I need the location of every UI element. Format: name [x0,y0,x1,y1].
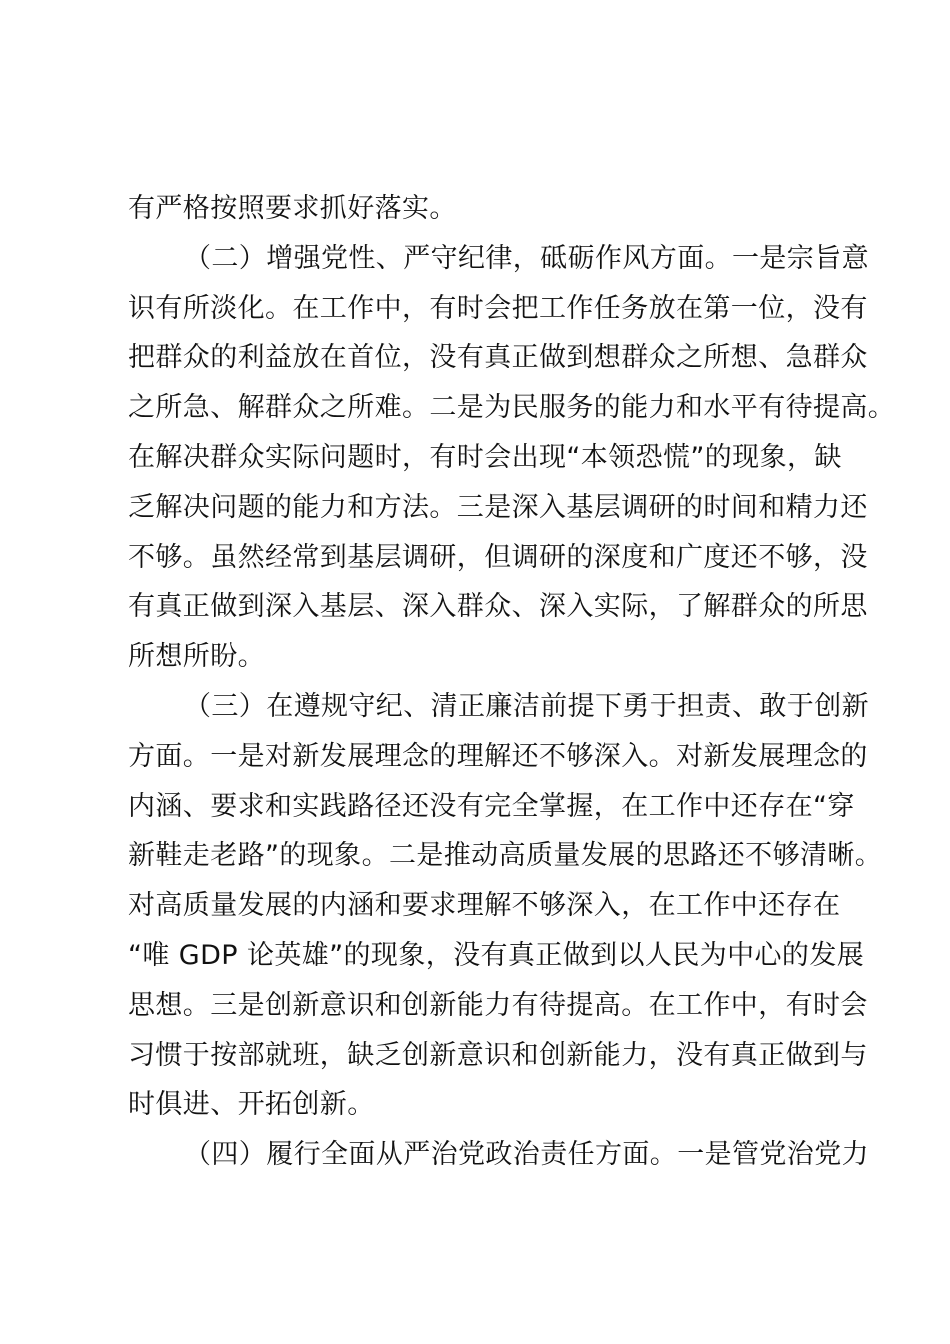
text-line: 方面。一是对新发展理念的理解还不够深入。对新发展理念的 [128,740,868,772]
text-line: 识有所淡化。在工作中，有时会把工作任务放在第一位，没有 [128,292,868,324]
text-line: （三）在遵规守纪、清正廉洁前提下勇于担责、敢于创新 [184,690,869,722]
text-line: 乏解决问题的能力和方法。三是深入基层调研的时间和精力还 [128,491,868,523]
text-line: 内涵、要求和实践路径还没有完全掌握，在工作中还存在“穿 [128,790,855,822]
text-line: 在解决群众实际问题时，有时会出现“本领恐慌”的现象，缺 [128,441,842,473]
text-line: 所想所盼。 [128,641,265,673]
text-line: 时俱进、开拓创新。 [128,1089,375,1121]
text-line: 不够。虽然经常到基层调研，但调研的深度和广度还不够，没 [128,541,868,573]
text-line: “唯 GDP 论英雄”的现象，没有真正做到以人民为中心的发展 [128,939,865,971]
text-line: （四）履行全面从严治党政治责任方面。一是管党治党力 [184,1139,869,1171]
text-line: 把群众的利益放在首位，没有真正做到想群众之所想、急群众 [128,342,868,374]
text-line: 有严格按照要求抓好落实。 [128,193,457,224]
text-line: 对高质量发展的内涵和要求理解不够深入，在工作中还存在 [128,890,841,922]
text-line: 之所急、解群众之所难。二是为民服务的能力和水平有待提高。 [128,392,896,424]
text-line: 有真正做到深入基层、深入群众、深入实际，了解群众的所思 [128,591,868,623]
text-line: 习惯于按部就班，缺乏创新意识和创新能力，没有真正做到与 [128,1039,868,1071]
text-line: 新鞋走老路”的现象。二是推动高质量发展的思路还不够清晰。 [128,840,883,872]
body-text [128,184,896,1180]
text-line: （二）增强党性、严守纪律，砥砺作风方面。一是宗旨意 [184,242,869,274]
text-line: 思想。三是创新意识和创新能力有待提高。在工作中，有时会 [128,989,868,1021]
